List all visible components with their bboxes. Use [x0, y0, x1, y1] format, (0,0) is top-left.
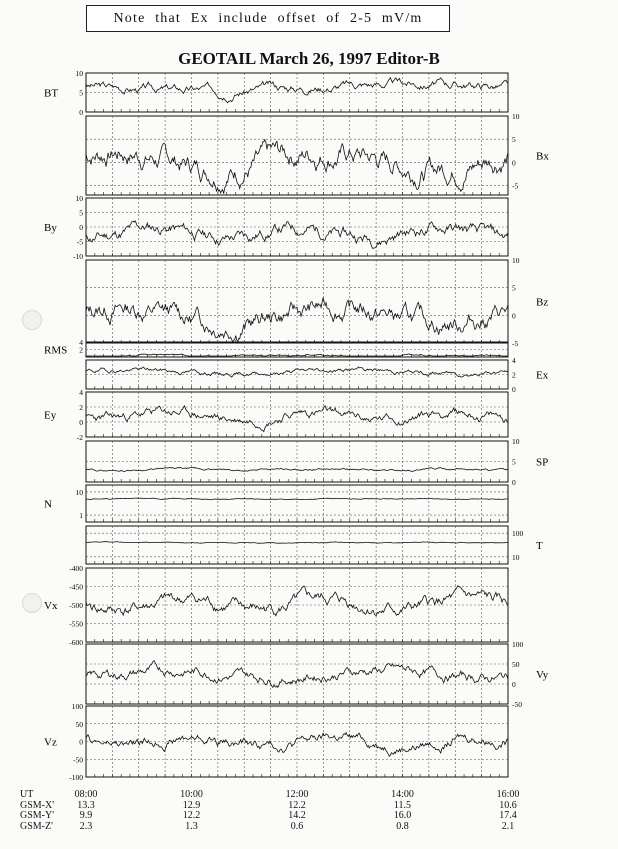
y-tick-label: 4	[79, 388, 83, 397]
y-tick-label: 0	[79, 737, 83, 747]
panel-label-ex: Ex	[536, 369, 549, 382]
panel-n	[44, 485, 508, 522]
panel-label-by: By	[44, 222, 57, 234]
y-tick-label: 100	[71, 702, 83, 711]
y-tick-label: 10	[512, 437, 520, 446]
y-tick-label: 10	[512, 112, 520, 121]
y-tick-label: 2	[512, 370, 516, 380]
trace-vz	[86, 733, 508, 757]
y-tick-label: 10	[75, 194, 83, 203]
ephemeris-value: 17.4	[499, 810, 517, 821]
ephemeris-row	[0, 821, 618, 832]
y-tick-label: -500	[69, 601, 83, 610]
ephemeris-value: 08:00	[74, 789, 98, 800]
y-tick-label: 0	[512, 311, 516, 321]
y-tick-label: 10	[75, 69, 83, 78]
ephemeris-value: 12.9	[182, 799, 201, 811]
y-tick-label: -10	[73, 252, 83, 261]
ephemeris-row-label: GSM-Y'	[20, 810, 55, 821]
ephemeris-row	[0, 800, 618, 811]
ephemeris-value: 12.2	[288, 799, 306, 811]
y-tick-label: 4	[512, 356, 516, 365]
y-tick-label: 0	[79, 418, 83, 427]
y-tick-label: 5	[79, 88, 83, 98]
y-tick-label: 0	[512, 385, 516, 394]
y-tick-label: 0	[79, 108, 83, 117]
panel-ex	[86, 356, 549, 394]
y-tick-label: 10	[75, 487, 83, 497]
y-tick-label: 0	[79, 223, 83, 232]
ephemeris-value: 13.3	[77, 799, 95, 811]
ephemeris-value: 0.8	[396, 820, 409, 832]
panel-bt	[44, 69, 508, 117]
y-tick-label: -5	[76, 237, 83, 247]
y-tick-label: -400	[69, 564, 83, 573]
ephemeris-value: 16.0	[393, 810, 412, 821]
y-tick-label: 5	[512, 283, 516, 293]
ephemeris-value: 10:00	[180, 789, 203, 800]
panel-label-t: T	[536, 540, 543, 552]
panel-frame	[86, 116, 508, 195]
y-tick-label: 10	[512, 552, 520, 562]
ephemeris-value: 0.6	[290, 820, 304, 832]
y-tick-label: 1	[79, 511, 83, 521]
ephemeris-row-label: GSM-X'	[20, 799, 55, 811]
y-tick-label: 0	[512, 158, 516, 168]
y-tick-label: -600	[69, 638, 83, 647]
y-tick-label: 50	[75, 719, 83, 729]
panel-vy	[86, 640, 549, 709]
y-tick-label: -450	[69, 582, 83, 592]
panel-label-vy: Vy	[536, 669, 549, 681]
panel-t	[86, 526, 543, 564]
panel-label-sp: SP	[536, 456, 549, 469]
panel-label-vx: Vx	[44, 600, 58, 612]
y-tick-label: 4	[79, 338, 83, 347]
chart-title: GEOTAIL March 26, 1997 Editor-B	[178, 49, 440, 68]
y-tick-label: 50	[512, 660, 520, 669]
y-tick-label: -2	[76, 433, 83, 442]
panel-vz	[44, 702, 508, 782]
ephemeris-value: 10.6	[499, 799, 517, 811]
y-tick-label: 10	[512, 256, 520, 265]
ephemeris-row-label: UT	[20, 789, 34, 800]
panel-label-bx: Bx	[536, 150, 549, 163]
ephemeris-row	[0, 810, 618, 821]
y-tick-label: 100	[512, 529, 524, 539]
y-tick-label: 5	[512, 457, 516, 467]
y-tick-label: -5	[512, 181, 519, 191]
panel-ey	[44, 388, 508, 442]
ephemeris-value: 1.3	[185, 820, 198, 832]
panel-label-vz: Vz	[44, 736, 57, 749]
panel-bx	[86, 112, 549, 195]
ephemeris-value: 16:00	[496, 789, 520, 800]
y-tick-label: -100	[69, 773, 83, 782]
y-tick-label: 5	[512, 135, 516, 145]
ephemeris-value: 14:00	[391, 789, 414, 800]
panel-label-n: N	[44, 498, 52, 511]
panel-bz	[86, 256, 548, 348]
ephemeris-value: 11.5	[393, 799, 412, 811]
y-tick-label: 100	[512, 640, 524, 649]
panel-vx	[44, 564, 508, 647]
y-tick-label: 5	[79, 208, 83, 218]
panel-by	[44, 194, 508, 261]
y-tick-label: 0	[512, 680, 516, 689]
panel-frame	[86, 392, 508, 437]
ephemeris-value: 12.2	[182, 810, 201, 821]
ephemeris-value: 9.9	[79, 810, 93, 821]
ephemeris-value: 2.3	[79, 820, 93, 832]
y-tick-label: -550	[69, 619, 83, 629]
y-tick-label: 2	[79, 345, 83, 355]
ephemeris-value: 14.2	[288, 810, 306, 821]
panel-label-rms: RMS	[44, 344, 68, 357]
panel-label-bz: Bz	[536, 296, 549, 309]
offset-note: Note that Ex include offset of 2-5 mV/m	[86, 5, 450, 32]
panel-label-bt: BT	[44, 87, 59, 100]
y-tick-label: 2	[79, 403, 83, 412]
ephemeris-row	[0, 789, 618, 800]
panel-rms	[44, 338, 508, 357]
y-tick-label: 0	[512, 478, 516, 487]
panel-sp	[86, 437, 548, 487]
ephemeris-value: 2.1	[501, 820, 515, 832]
ephemeris-value: 12:00	[285, 789, 309, 800]
ephemeris-row-label: GSM-Z'	[20, 820, 53, 832]
y-tick-label: -50	[73, 755, 83, 765]
panel-label-ey: Ey	[44, 409, 57, 422]
y-tick-label: -50	[512, 700, 522, 709]
y-tick-label: -5	[512, 339, 519, 348]
